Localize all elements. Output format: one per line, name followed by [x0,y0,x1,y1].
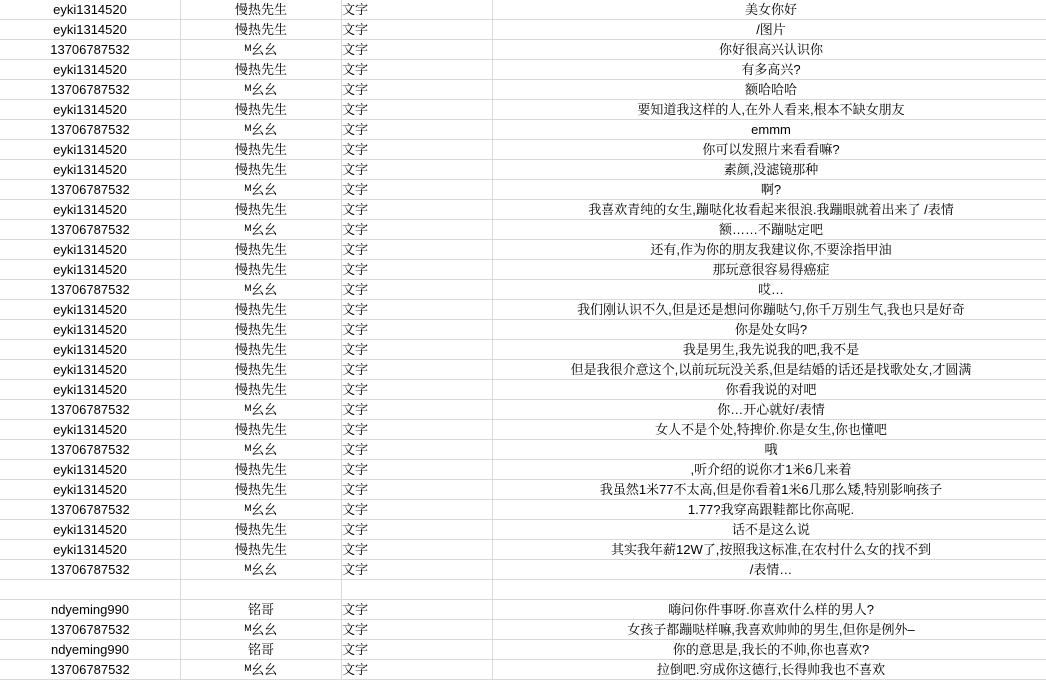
cell-sender-id: eyki1314520 [0,420,181,440]
cell-message-type: 文字 [342,120,493,140]
cell-content: 你好很高兴认识你 [493,40,1046,60]
cell-sender-id: eyki1314520 [0,160,181,180]
table-row [0,400,1046,420]
table-row [0,100,1046,120]
cell-sender-id: ndyeming990 [0,600,181,620]
cell-sender-id: 13706787532 [0,180,181,200]
table-row [0,140,1046,160]
table-row [0,460,1046,480]
table-row [0,540,1046,560]
cell-sender-name: 慢热先生 [181,100,342,120]
cell-sender-name: 慢热先生 [181,300,342,320]
cell-sender-name: ᴹ幺幺 [181,40,342,60]
cell-content: 还有,作为你的朋友我建议你,不要涂指甲油 [493,240,1046,260]
table-row-blank [0,580,1046,600]
cell-sender-id: eyki1314520 [0,100,181,120]
cell-sender-name: ᴹ幺幺 [181,620,342,640]
cell-content: 女孩子都蹦哒样嘛,我喜欢帅帅的男生,但你是例外– [493,620,1046,640]
cell-message-type: 文字 [342,360,493,380]
cell-message-type: 文字 [342,80,493,100]
cell-content: 但是我很介意这个,以前玩玩没关系,但是结婚的话还是找歌处女,才圆满 [493,360,1046,380]
cell-content: 美女你好 [493,0,1046,20]
cell-message-type: 文字 [342,320,493,340]
table-row [0,600,1046,620]
cell-content: 额……不蹦哒定吧 [493,220,1046,240]
table-row [0,180,1046,200]
cell-sender-id: 13706787532 [0,80,181,100]
cell-content: 你…开心就好/表情 [493,400,1046,420]
cell-content: 素颜,没滤镜那种 [493,160,1046,180]
cell-message-type: 文字 [342,260,493,280]
table-row [0,160,1046,180]
cell-message-type: 文字 [342,240,493,260]
table-row [0,440,1046,460]
cell-content: /表情… [493,560,1046,580]
cell-content: 1.77?我穿高跟鞋都比你高呢. [493,500,1046,520]
cell-sender-name: 慢热先生 [181,480,342,500]
cell-sender-id: eyki1314520 [0,60,181,80]
cell-sender-id: eyki1314520 [0,460,181,480]
cell-sender-id: eyki1314520 [0,140,181,160]
cell-content: 你可以发照片来看看嘛? [493,140,1046,160]
cell-message-type: 文字 [342,440,493,460]
cell-sender-name: 慢热先生 [181,20,342,40]
cell-content: 你看我说的对吧 [493,380,1046,400]
cell-sender-id: eyki1314520 [0,240,181,260]
cell-message-type: 文字 [342,160,493,180]
cell-content: 女人不是个处,特捭价.你是女生,你也懂吧 [493,420,1046,440]
cell-message-type: 文字 [342,500,493,520]
cell-sender-name: 慢热先生 [181,160,342,180]
cell-message-type: 文字 [342,540,493,560]
cell-message-type: 文字 [342,420,493,440]
cell-sender-id [0,580,181,600]
cell-message-type: 文字 [342,220,493,240]
cell-sender-id: eyki1314520 [0,380,181,400]
cell-message-type [342,580,493,600]
cell-content: 你是处女吗? [493,320,1046,340]
cell-sender-id: eyki1314520 [0,340,181,360]
table-row [0,120,1046,140]
cell-sender-id: 13706787532 [0,400,181,420]
cell-sender-name [181,580,342,600]
table-row [0,620,1046,640]
table-row [0,300,1046,320]
cell-sender-name: 慢热先生 [181,540,342,560]
cell-sender-name: 慢热先生 [181,0,342,20]
cell-message-type: 文字 [342,180,493,200]
cell-content: 哎… [493,280,1046,300]
cell-sender-name: ᴹ幺幺 [181,180,342,200]
cell-sender-name: 慢热先生 [181,460,342,480]
cell-sender-id: eyki1314520 [0,260,181,280]
cell-message-type: 文字 [342,140,493,160]
cell-sender-id: eyki1314520 [0,520,181,540]
cell-sender-id: 13706787532 [0,40,181,60]
cell-content: 哦 [493,440,1046,460]
cell-message-type: 文字 [342,40,493,60]
cell-content: 额哈哈哈 [493,80,1046,100]
cell-sender-id: eyki1314520 [0,200,181,220]
cell-sender-id: eyki1314520 [0,540,181,560]
cell-sender-id: 13706787532 [0,560,181,580]
table-row [0,0,1046,20]
cell-sender-name: ᴹ幺幺 [181,120,342,140]
cell-message-type: 文字 [342,340,493,360]
cell-content: 啊? [493,180,1046,200]
cell-sender-name: ᴹ幺幺 [181,560,342,580]
table-row [0,280,1046,300]
cell-sender-name: 慢热先生 [181,260,342,280]
cell-sender-name: 慢热先生 [181,340,342,360]
cell-sender-id: eyki1314520 [0,480,181,500]
cell-sender-id: 13706787532 [0,220,181,240]
cell-sender-id: 13706787532 [0,660,181,680]
cell-message-type: 文字 [342,620,493,640]
cell-content: 那玩意很容易得癌症 [493,260,1046,280]
cell-sender-id: eyki1314520 [0,300,181,320]
cell-sender-name: 慢热先生 [181,520,342,540]
cell-content [493,580,1046,600]
table-row [0,420,1046,440]
cell-message-type: 文字 [342,100,493,120]
cell-sender-id: eyki1314520 [0,20,181,40]
cell-content: 我们刚认识不久,但是还是想问你蹦哒勺,你千万别生气,我也只是好奇 [493,300,1046,320]
cell-message-type: 文字 [342,400,493,420]
cell-content: 你的意思是,我长的不帅,你也喜欢? [493,640,1046,660]
cell-message-type: 文字 [342,300,493,320]
cell-message-type: 文字 [342,480,493,500]
cell-sender-name: 慢热先生 [181,420,342,440]
cell-content: 要知道我这样的人,在外人看来,根本不缺女朋友 [493,100,1046,120]
table-row [0,380,1046,400]
table-row [0,20,1046,40]
table-row [0,360,1046,380]
table-row [0,340,1046,360]
cell-sender-name: 慢热先生 [181,60,342,80]
cell-sender-name: ᴹ幺幺 [181,400,342,420]
table-row [0,500,1046,520]
cell-sender-id: 13706787532 [0,120,181,140]
cell-message-type: 文字 [342,640,493,660]
cell-message-type: 文字 [342,380,493,400]
cell-sender-name: ᴹ幺幺 [181,500,342,520]
cell-sender-name: 铭哥 [181,600,342,620]
cell-message-type: 文字 [342,0,493,20]
cell-sender-name: 慢热先生 [181,140,342,160]
table-row [0,320,1046,340]
cell-sender-name: ᴹ幺幺 [181,80,342,100]
cell-sender-id: eyki1314520 [0,0,181,20]
cell-message-type: 文字 [342,460,493,480]
cell-sender-id: eyki1314520 [0,360,181,380]
cell-content: 话不是这么说 [493,520,1046,540]
cell-content: 我喜欢青纯的女生,蹦哒化妆看起来很浪.我蹦眼就着出来了 /表情 [493,200,1046,220]
cell-content: 我是男生,我先说我的吧,我不是 [493,340,1046,360]
cell-sender-name: ᴹ幺幺 [181,440,342,460]
table-row [0,560,1046,580]
cell-sender-name: 慢热先生 [181,240,342,260]
cell-sender-name: ᴹ幺幺 [181,280,342,300]
cell-content: 拉倒吧.穷成你这德行,长得帅我也不喜欢 [493,660,1046,680]
cell-sender-id: eyki1314520 [0,320,181,340]
cell-content: ,听介绍的说你才1米6几来着 [493,460,1046,480]
table-row [0,80,1046,100]
cell-sender-id: 13706787532 [0,620,181,640]
cell-content: 嗨问你件事呀.你喜欢什么样的男人? [493,600,1046,620]
table-row [0,240,1046,260]
table-row [0,520,1046,540]
table-row [0,640,1046,660]
cell-sender-name: ᴹ幺幺 [181,660,342,680]
table-row [0,220,1046,240]
cell-sender-id: 13706787532 [0,440,181,460]
cell-sender-name: 慢热先生 [181,320,342,340]
cell-message-type: 文字 [342,660,493,680]
cell-sender-id: 13706787532 [0,280,181,300]
cell-content: 有多高兴? [493,60,1046,80]
cell-message-type: 文字 [342,560,493,580]
table-row [0,660,1046,680]
cell-sender-name: 铭哥 [181,640,342,660]
cell-sender-name: ᴹ幺幺 [181,220,342,240]
cell-sender-id: ndyeming990 [0,640,181,660]
cell-content: /图片 [493,20,1046,40]
cell-sender-name: 慢热先生 [181,200,342,220]
table-row [0,260,1046,280]
cell-sender-id: 13706787532 [0,500,181,520]
cell-message-type: 文字 [342,20,493,40]
cell-message-type: 文字 [342,280,493,300]
table-row [0,200,1046,220]
table-row [0,60,1046,80]
cell-message-type: 文字 [342,60,493,80]
cell-content: emmm [493,120,1046,140]
cell-message-type: 文字 [342,600,493,620]
table-row [0,40,1046,60]
cell-message-type: 文字 [342,520,493,540]
cell-content: 其实我年薪12W了,按照我这标准,在农村什么女的找不到 [493,540,1046,560]
cell-content: 我虽然1米77不太高,但是你看着1米6几那么矮,特别影响孩子 [493,480,1046,500]
cell-sender-name: 慢热先生 [181,380,342,400]
cell-message-type: 文字 [342,200,493,220]
cell-sender-name: 慢热先生 [181,360,342,380]
table-row [0,480,1046,500]
